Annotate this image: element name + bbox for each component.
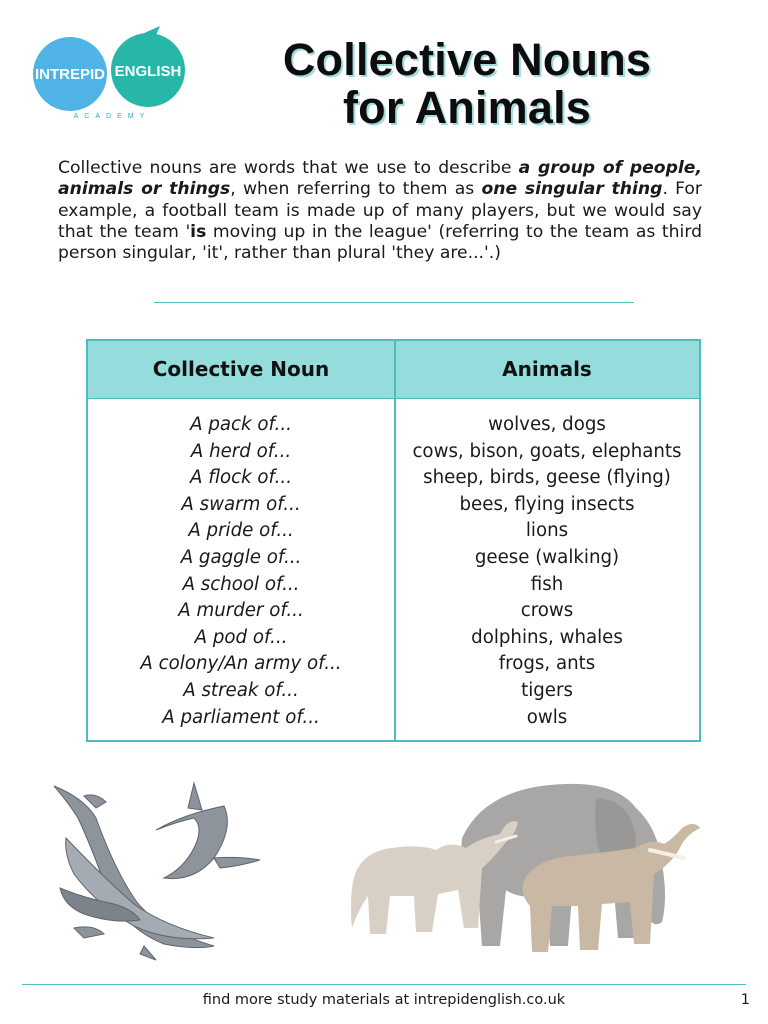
animals-cell: cows, bison, goats, elephants <box>412 440 682 462</box>
animals-cell: sheep, birds, geese (flying) <box>423 467 671 489</box>
noun-cell: A parliament of... <box>162 706 320 728</box>
animals-column <box>395 412 699 731</box>
noun-cell: A pride of... <box>188 520 294 542</box>
noun-cell: A herd of... <box>190 440 292 462</box>
intro-bold-is: is <box>190 221 207 242</box>
footer-divider <box>22 984 746 985</box>
animals-cell: owls <box>526 706 568 728</box>
animals-cell: bees, flying insects <box>459 493 635 515</box>
intrepid-english-logo <box>32 24 192 124</box>
intro-text-3: . For example, a football team is made up of many players, but we would say that the team ' <box>58 179 702 242</box>
animals-cell: fish <box>530 573 564 595</box>
noun-cell: A streak of... <box>183 679 299 701</box>
animals-cell: geese (walking) <box>474 546 620 568</box>
page-title <box>232 36 702 132</box>
animals-cell: crows <box>520 600 574 622</box>
title-line-1: Collective Nouns <box>282 34 652 85</box>
elephants-illustration <box>346 778 706 970</box>
collective-noun-column <box>88 412 394 731</box>
intro-paragraph <box>58 158 702 264</box>
animals-cell: tigers <box>521 679 573 701</box>
animals-cell: dolphins, whales <box>471 626 623 648</box>
header-collective-noun: Collective Noun <box>152 357 330 381</box>
logo-sub-text: ACADEMY <box>73 113 151 120</box>
logo-right-text: ENGLISH <box>114 63 182 80</box>
noun-cell: A swarm of... <box>181 493 301 515</box>
intro-text-2: , when referring to them as <box>230 179 482 200</box>
logo-left-text: INTREPID <box>34 66 106 83</box>
noun-cell: A colony/An army of... <box>140 653 342 675</box>
noun-cell: A murder of... <box>178 600 304 622</box>
noun-cell: A pod of... <box>194 626 288 648</box>
noun-cell: A school of... <box>182 573 300 595</box>
section-divider <box>154 302 634 303</box>
animals-cell: frogs, ants <box>498 653 596 675</box>
intro-text-1: Collective nouns are words that we use to describe <box>58 158 519 178</box>
collective-nouns-table <box>86 339 701 742</box>
intro-emphasis-2: one singular thing <box>481 179 663 200</box>
dolphins-illustration <box>44 778 264 964</box>
intro-emphasis-1: a group of people, animals or things <box>58 158 702 200</box>
noun-cell: A flock of... <box>190 467 292 489</box>
intro-text-4: moving up in the league' (referring to the team as third person singular, 'it', rather than plural 'they are...'.) <box>58 221 702 264</box>
noun-cell: A pack of... <box>190 414 292 435</box>
header-animals: Animals <box>502 357 592 381</box>
animals-cell: lions <box>525 520 569 542</box>
noun-cell: A gaggle of... <box>180 546 302 568</box>
animals-cell: wolves, dogs <box>488 414 606 435</box>
page-number: 1 <box>740 992 750 1008</box>
title-line-2: for Animals <box>342 82 592 133</box>
footer-text: find more study materials at intrepidenglish.co.uk <box>202 992 566 1008</box>
